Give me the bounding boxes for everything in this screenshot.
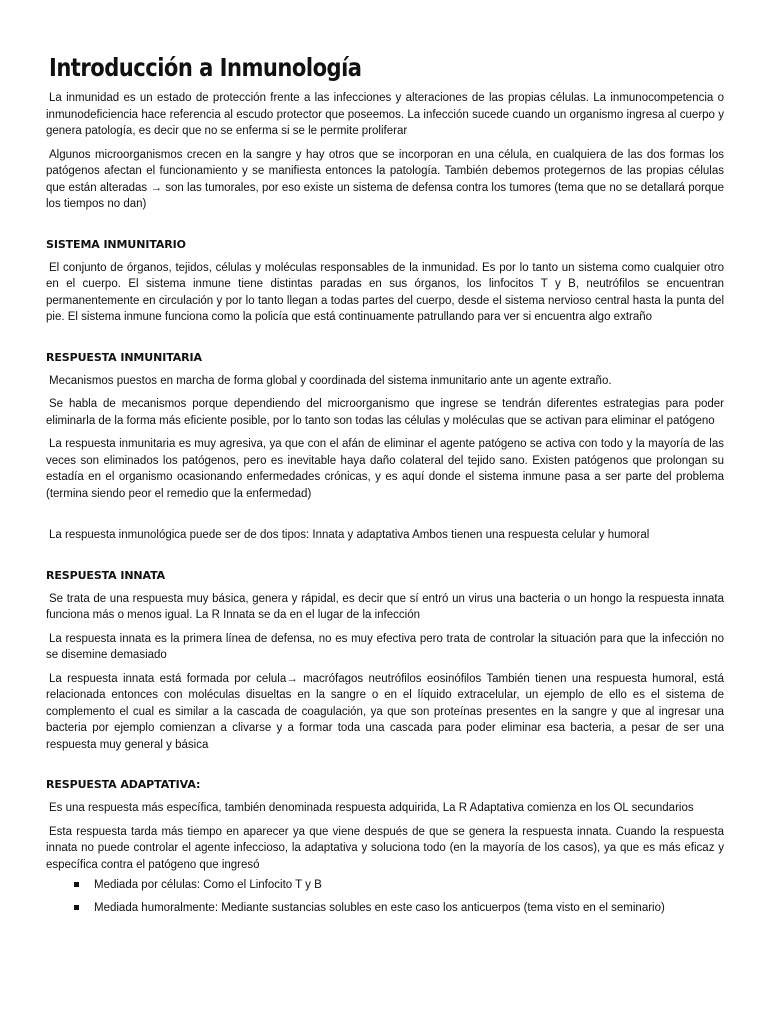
respuesta-paragraph-1: Mecanismos puestos en marcha de forma global y coordinada del sistema inmunitario ante un agente extraño. — [49, 374, 612, 387]
list-item — [46, 877, 724, 894]
list-item-text: Mediada humoralmente: Mediante sustancias solubles en este caso los anticuerpos (tema visto en el seminario) — [94, 901, 665, 914]
respuesta-closing-paragraph: La respuesta inmunológica puede ser de dos tipos: Innata y adaptativa Ambos tienen una respuesta celular y humoral — [49, 529, 650, 541]
section-heading-innata: RESPUESTA INNATA — [46, 568, 166, 582]
sistema-paragraph-1: El conjunto de órganos, tejidos, células y moléculas responsables de la inmunidad. Es por lo tanto un sistema como cualquier otro en el cuerpo. El sistema inmune tiene distintas paradas en sus órganos, los linfocitos T y B, neutrófilos se encuentran permanentemente en circulación y por lo tanto llegan a todas partes del cuerpo, desde el sistema nervioso central hasta la punta del pie. El sistema inmune funciona como la policía que está continuamente patrullando para ver si encuentra algo extraño — [46, 261, 724, 323]
innata-paragraph-2: La respuesta innata es la primera línea de defensa, no es muy efectiva pero trata de controlar la situación para que la infección no se disemine demasiado — [46, 632, 724, 661]
adaptativa-paragraph-2: Esta respuesta tarda más tiempo en aparecer ya que viene después de que se genera la respuesta innata. Cuando la respuesta innata no puede controlar el agente infeccioso, la adaptativa y soluciona todo (en la mayoría de los casos), ya que es más eficaz y específica contra el patógeno que ingresó — [46, 825, 724, 871]
respuesta-paragraph-3: La respuesta inmunitaria es muy agresiva, ya que con el afán de eliminar el agente patógeno se activa con todo y la mayoría de las veces son eliminados los patógenos, pero es inevitable haya daño colateral del tejido sano. Existen patógenos que prolongan su estadía en el organismo ocasionando enfermedades crónicas, y es aquí donde el sistema inmune pasa a ser parte del problema (termina siendo peor el remedio que la enfermedad) — [46, 438, 724, 500]
intro-paragraph-2: Algunos microorganismos crecen en la sangre y hay otros que se incorporan en una célula, en cualquiera de las dos formas los patógenos afectan el funcionamiento y se manifiesta entonces la patología. También debemos protegernos de las propias células que están alteradas → son las tumorales, por eso existe un sistema de defensa contra los tumores (tema que no se detallará porque los tiempos no dan) — [46, 148, 724, 210]
section-heading-adaptativa: RESPUESTA ADAPTATIVA: — [46, 778, 201, 791]
respuesta-paragraph-2: Se habla de mecanismos porque dependiendo del microorganismo que ingrese se tendrán diferentes estrategias para poder eliminarla de la forma más eficiente posible, por lo tanto son todas las células y moléculas que se activan para eliminar el patógeno — [46, 398, 724, 427]
innata-paragraph-3: La respuesta innata está formada por celula→ macrófagos neutrófilos eosinófilos También tienen una respuesta humoral, está relacionada entonces con moléculas disueltas en la sangre o en el líquido extracelular, un ejemplo de ello es el sistema de complemento el cual es similar a la cascada de coagulación, ya que son proteínas presentes en la sangre y que al ingresar una bacteria por ejemplo comienzan a clivarse y a formar toda una cascada para poder eliminar esa bacteria, a pesar de ser una respuesta muy general y básica — [46, 672, 724, 751]
adaptativa-bullet-list — [46, 877, 724, 916]
square-bullet-icon — [74, 905, 79, 910]
square-bullet-icon — [74, 882, 79, 887]
adaptativa-paragraph-1: Es una respuesta más específica, también denominada respuesta adquirida, La R Adaptativa comienza en los OL secundarios — [49, 802, 694, 814]
innata-paragraph-1: Se trata de una respuesta muy básica, genera y rápidal, es decir que sí entró un virus una bacteria o un hongo la respuesta innata funciona más o menos igual. La R Innata se da en el lugar de la infección — [46, 592, 724, 621]
page-title: Introducción a Inmunología — [49, 53, 362, 82]
list-item-text: Mediada por células: Como el Linfocito T y B — [94, 879, 322, 891]
section-heading-sistema: SISTEMA INMUNITARIO — [46, 237, 186, 251]
list-item — [46, 900, 724, 917]
intro-paragraph-1: La inmunidad es un estado de protección frente a las infecciones y alteraciones de las propias células. La inmunocompetencia o inmunodeficiencia hace referencia al escudo protector que poseemos. La infección sucede cuando un organismo ingresa al cuerpo y genera patología, es decir que no se enferma si se le permite proliferar — [46, 92, 724, 137]
section-heading-respuesta: RESPUESTA INMUNITARIA — [46, 350, 202, 364]
